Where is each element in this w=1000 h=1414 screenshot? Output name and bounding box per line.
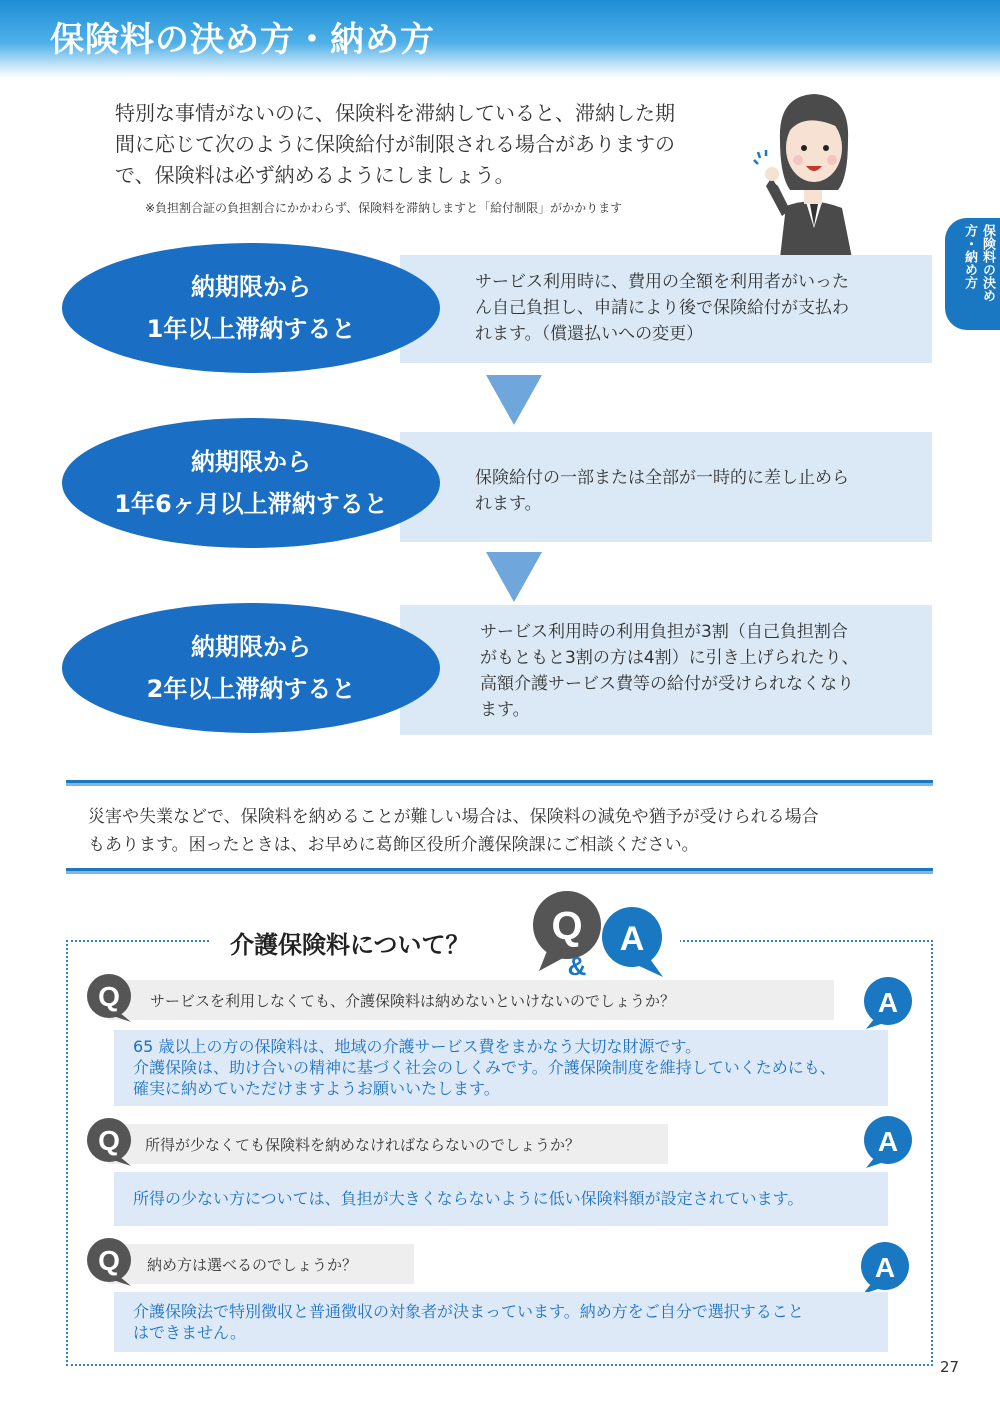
down-arrow-icon [486,552,542,602]
step-title-line: 1年6ヶ月以上滞納すると [114,490,388,518]
step-description-line: れます。 [475,494,542,514]
answer-icon [860,975,916,1031]
question-icon [83,1116,135,1168]
intro-note: ※負担割合証の負担割合にかかわらず、保険料を滞納しますと「給付制限」がかかります [145,201,623,215]
woman-illustration-icon [752,78,872,258]
step-description-line: れます。（償還払いへの変更） [475,324,704,344]
qa-logo-icon [525,885,670,980]
info-line: 災害や失業などで、保険料を納めることが難しい場合は、保険料の減免や猶予が受けられる場合 [88,807,819,827]
step-1-description-box [400,255,932,363]
step-title-line: 1年以上滞納すると [146,315,356,343]
question-icon [83,972,135,1024]
answer-line: 確実に納めていただけますようお願いいたします。 [133,1079,500,1098]
answer-line: 介護保険法で特別徴収と普通徴収の対象者が決まっています。納め方をご自分で選択すること [133,1302,804,1321]
svg-text:A: A [877,987,899,1018]
page-title: 保険料の決め方・納め方 [50,20,435,60]
answer-icon [857,1240,913,1296]
step-title-line: 納期限から [191,448,311,476]
step-description-line: 高額介護サービス費等の給付が受けられなくなり [480,674,854,694]
step-3-description-box [400,605,932,735]
step-1-description [475,269,849,347]
divider [66,868,933,874]
step-2-description [475,465,849,517]
qa-logo-amp: & [567,951,587,980]
answer-icon [860,1114,916,1170]
step-1-ellipse [62,243,440,373]
question-2-text: 所得が少なくても保険料を納めなければならないのでしょうか？ [145,1136,581,1154]
svg-text:A: A [877,1126,899,1157]
question-1-text: サービスを利用しなくても、介護保険料は納めないといけないのでしょうか？ [150,992,676,1010]
qa-logo-a: A [619,920,645,958]
step-description-line: がもともと3割の方は4割）に引き上げられたり、 [480,648,859,668]
answer-line: はできません。 [133,1323,246,1342]
step-title-line: 2年以上滞納すると [146,675,356,703]
question-icon [83,1236,135,1288]
step-3-description [480,619,859,723]
answer-line: 所得の少ない方については、負担が大きくならないように低い保険料額が設定されています。 [133,1189,804,1208]
divider [66,780,933,786]
intro-line: 間に応じて次のように保険給付が制限される場合がありますの [115,132,675,156]
question-3-text: 納め方は選べるのでしょうか？ [147,1256,358,1274]
step-description-line: サービス利用時の利用負担が3割（自己負担割合 [480,622,848,642]
page-number: 27 [940,1358,960,1376]
answer-line: 65 歳以上の方の保険料は、地域の介護サービス費をまかなう大切な財源です。 [133,1037,702,1056]
side-tab-label: 保険料の決め方・納め方 [962,224,995,302]
step-2-ellipse [62,418,440,548]
answer-line: 介護保険は、助け合いの精神に基づく社会のしくみです。介護保険制度を維持していくためにも、 [133,1058,836,1077]
step-description-line: サービス利用時に、費用の全額を利用者がいった [475,272,849,292]
step-description-line: ます。 [480,700,530,720]
intro-line: で、保険料は必ず納めるようにしましょう。 [115,163,515,187]
intro-line: 特別な事情がないのに、保険料を滞納していると、滞納した期 [115,101,675,125]
answer-1-text [133,1036,836,1099]
answer-2-text [133,1188,803,1209]
down-arrow-icon [486,375,542,425]
step-2-description-box [400,432,932,542]
step-description-line: ん自己負担し、申請により後で保険給付が支払わ [475,298,849,318]
qa-logo-q: Q [551,904,583,948]
step-title-line: 納期限から [191,633,311,661]
svg-text:Q: Q [98,1125,120,1156]
qa-title: 介護保険料について？ [230,931,470,959]
answer-3-text [133,1301,804,1343]
svg-text:Q: Q [98,1245,120,1276]
info-line: もあります。困ったときは、お早めに葛飾区役所介護保険課にご相談ください。 [88,835,699,855]
step-description-line: 保険給付の一部または全部が一時的に差し止めら [475,468,849,488]
step-title-line: 納期限から [191,273,311,301]
step-3-ellipse [62,603,440,733]
svg-text:A: A [874,1252,896,1283]
intro-text [115,98,755,191]
relief-info-text [88,803,928,859]
svg-text:Q: Q [98,981,120,1012]
